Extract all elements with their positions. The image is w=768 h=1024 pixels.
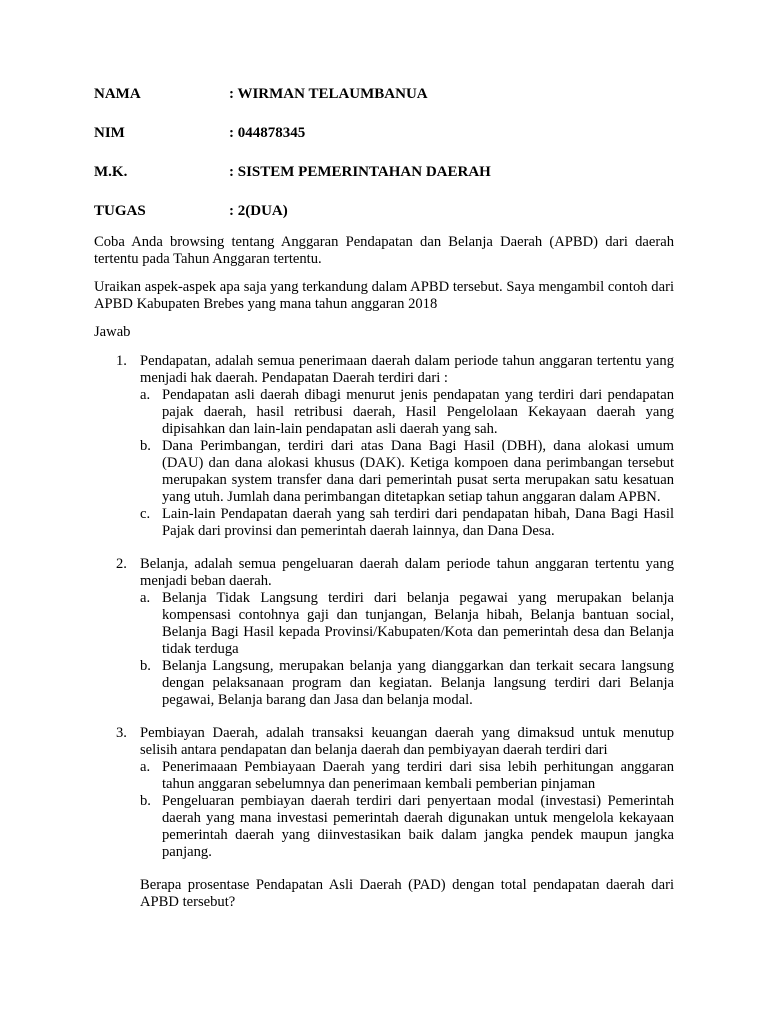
- document-page: [94, 86, 674, 926]
- sub-item-text: Dana Perimbangan, terdiri dari atas Dana Bagi Hasil (DBH), dana alokasi umum (DAU) dan dana alokasi khusus (DAK). Ketiga kompoen dana perimbangan tersebut merupakan system transfer dana dari pemerintah pusat serta merupakan satu kesatuan yang utuh. Jumlah dana perimbangan ditetapkan setiap tahun anggaran dalam APBN.: [162, 438, 674, 505]
- list-number: 2.: [116, 556, 127, 572]
- sub-letter: a.: [140, 590, 151, 606]
- sub-letter: a.: [140, 759, 151, 775]
- sub-list: [140, 387, 674, 540]
- list-item-text: Pembiayan Daerah, adalah transaksi keuangan daerah yang dimaksud untuk menutup selisih antara pendapatan dan belanja daerah dan pembiyayan daerah terdiri dari: [140, 725, 674, 758]
- sub-item-text: Lain-lain Pendapatan daerah yang sah terdiri dari pendapatan hibah, Dana Bagi Hasil Pajak dari provinsi dan pemerintah daerah lainnya, dan Dana Desa.: [162, 506, 674, 539]
- sub-letter: b.: [140, 658, 151, 674]
- header-label: M.K.: [94, 164, 128, 180]
- header-value: : SISTEM PEMERINTAHAN DAERAH: [229, 164, 491, 180]
- header-label: TUGAS: [94, 203, 146, 219]
- sub-letter: a.: [140, 387, 151, 403]
- sub-list-item: [140, 658, 674, 709]
- sub-item-text: Belanja Tidak Langsung terdiri dari belanja pegawai yang merupakan belanja kompensasi contohnya gaji dan tunjangan, Belanja hibah, Belanja bantuan social, Belanja Bagi Hasil kepada Provinsi/Kabupaten/Kota dan pemerintah desa dan Belanja tidak terduga: [162, 590, 674, 657]
- sub-list-item: [140, 438, 674, 506]
- sub-item-text: Pendapatan asli daerah dibagi menurut jenis pendapatan yang terdiri dari pendapatan pajak daerah, hasil retribusi daerah, Hasil Pengelolaan Kekayaan daerah yang dipisahkan dan lain-lain pendapatan asli daerah yang sah.: [162, 387, 674, 437]
- sub-item-text: Belanja Langsung, merupakan belanja yang dianggarkan dan terkait secara langsung dengan pelaksanaan program dan kegiatan. Belanja langsung terdiri dari Belanja pegawai, Belanja barang dan Jasa dan belanja modal.: [162, 658, 674, 708]
- header-label: NAMA: [94, 86, 141, 102]
- sub-letter: b.: [140, 793, 151, 809]
- list-item: [94, 353, 674, 540]
- header-label: NIM: [94, 125, 125, 141]
- list-number: 3.: [116, 725, 127, 741]
- sub-letter: b.: [140, 438, 151, 454]
- header-mk: [94, 164, 674, 183]
- header-value: : 044878345: [229, 125, 306, 141]
- sub-list: [140, 590, 674, 709]
- header-nama: [94, 86, 674, 105]
- sub-item-text: Penerimaaan Pembiayaan Daerah yang terdiri dari sisa lebih perhitungan anggaran tahun anggaran sebelumnya dan penerimaan kembali pemberian pinjaman: [162, 759, 674, 792]
- sub-list-item: [140, 590, 674, 658]
- answer-heading: Jawab: [94, 324, 131, 340]
- question-paragraph: Coba Anda browsing tentang Anggaran Pendapatan dan Belanja Daerah (APBD) dari daerah tertentu pada Tahun Anggaran tertentu.: [94, 234, 674, 267]
- sub-item-text: Pengeluaran pembiayan daerah terdiri dari penyertaan modal (investasi) Pemerintah daerah yang mana investasi pemerintah daerah digunakan untuk mengelola kekayaan pemerintah daerah yang diinvestasikan baik dalam jangka pendek maupun jangka panjang.: [162, 793, 674, 860]
- header-value: : 2(DUA): [229, 203, 288, 219]
- list-item: [94, 725, 674, 861]
- list-item: [94, 556, 674, 709]
- sub-letter: c.: [140, 506, 151, 522]
- sub-list-item: [140, 506, 674, 540]
- closing-question: Berapa prosentase Pendapatan Asli Daerah (PAD) dengan total pendapatan daerah dari APBD tersebut?: [140, 877, 674, 910]
- answer-list: [94, 353, 674, 861]
- list-item-text: Belanja, adalah semua pengeluaran daerah dalam periode tahun anggaran tertentu yang menjadi beban daerah.: [140, 556, 674, 589]
- sub-list: [140, 759, 674, 861]
- header-tugas: [94, 203, 674, 222]
- sub-list-item: [140, 793, 674, 861]
- header-value: : WIRMAN TELAUMBANUA: [229, 86, 428, 102]
- list-number: 1.: [116, 353, 127, 369]
- question-paragraph: Uraikan aspek-aspek apa saja yang terkandung dalam APBD tersebut. Saya mengambil contoh dari APBD Kabupaten Brebes yang mana tahun anggaran 2018: [94, 279, 674, 312]
- sub-list-item: [140, 387, 674, 438]
- sub-list-item: [140, 759, 674, 793]
- list-item-text: Pendapatan, adalah semua penerimaan daerah dalam periode tahun anggaran tertentu yang menjadi hak daerah. Pendapatan Daerah terdiri dari :: [140, 353, 674, 386]
- header-nim: [94, 125, 674, 144]
